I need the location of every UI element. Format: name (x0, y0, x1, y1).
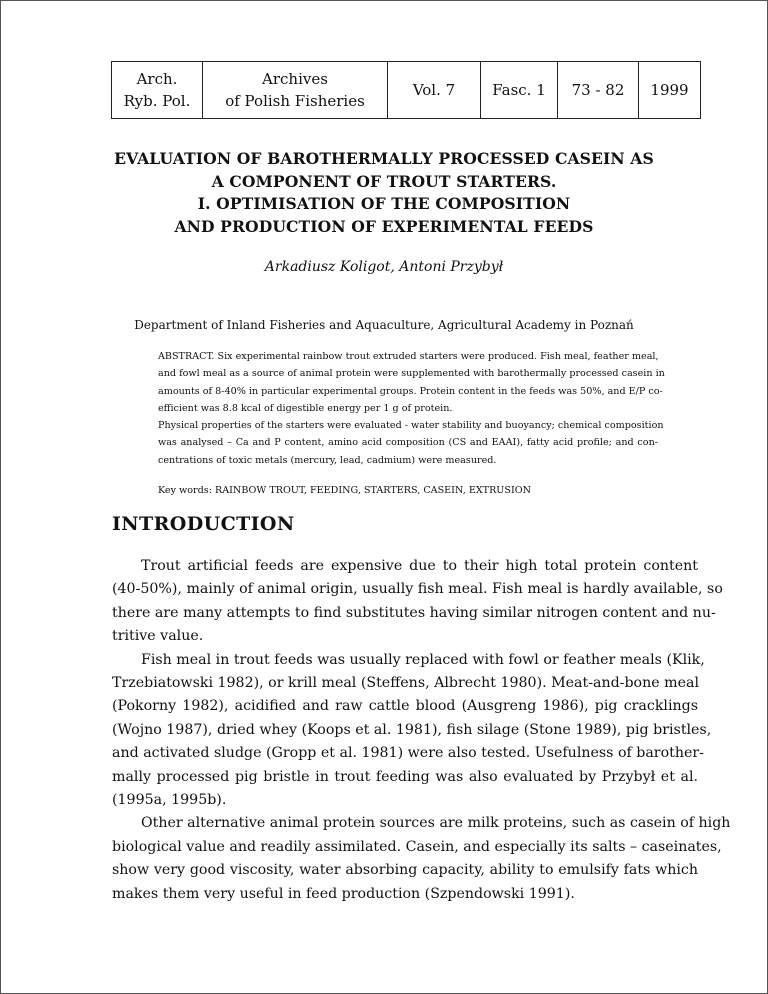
body-line: (40-50%), mainly of animal origin, usually fish meal. Fish meal is hardly available, so (112, 581, 723, 598)
volume-cell: Vol. 7 (388, 62, 481, 118)
journal-name-line1: Archives (262, 70, 328, 88)
body-line: mally processed pig bristle in trout feeding was also evaluated by Przybył et al. (112, 768, 698, 785)
body-line: Trzebiatowski 1982), or krill meal (Steffens, Albrecht 1980). Meat-and-bone meal (112, 675, 699, 692)
abstract-line: Physical properties of the starters were evaluated - water stability and buoyancy; chemical composition (158, 420, 664, 432)
fascicle-cell: Fasc. 1 (481, 62, 558, 118)
body-line: and activated sludge (Gropp et al. 1981) were also tested. Usefulness of barother- (112, 745, 704, 762)
body-line: Other alternative animal protein sources are milk proteins, such as casein of high (141, 815, 731, 832)
title-line: AND PRODUCTION OF EXPERIMENTAL FEEDS (174, 216, 594, 236)
body-line: (Pokorny 1982), acidified and raw cattle blood (Ausgreng 1986), pig cracklings (112, 698, 698, 715)
body-line: (1995a, 1995b). (112, 792, 227, 809)
journal-abbrev-line2: Ryb. Pol. (123, 92, 191, 110)
journal-abbrev-line1: Arch. (136, 70, 178, 88)
authors: Arkadiusz Koligot, Antoni Przybył (264, 259, 504, 275)
journal-abbrev-cell (112, 62, 203, 118)
abstract-line: efficient was 8.8 kcal of digestible energy per 1 g of protein. (158, 402, 453, 414)
body-line: there are many attempts to find substitutes having similar nitrogen content and nu- (112, 604, 716, 621)
abstract-line: ABSTRACT. Six experimental rainbow trout extruded starters were produced. Fish meal, feather meal, (158, 351, 659, 362)
title-line: I. OPTIMISATION OF THE COMPOSITION (197, 194, 571, 213)
pages-cell: 73 - 82 (558, 62, 639, 118)
body-line: tritive value. (112, 628, 204, 645)
year-cell: 1999 (650, 81, 689, 99)
journal-name-cell (203, 62, 388, 118)
abstract-line: amounts of 8-40% in particular experimental groups. Protein content in the feeds was 50%, and E/P co- (158, 385, 663, 397)
body-text (112, 555, 731, 906)
journal-name-line2: of Polish Fisheries (225, 92, 365, 110)
abstract-line: centrations of toxic metals (mercury, lead, cadmium) were measured. (158, 454, 497, 466)
affiliation: Department of Inland Fisheries and Aquaculture, Agricultural Academy in Poznań (134, 318, 634, 332)
body-line: makes them very useful in feed production (Szpendowski 1991). (112, 885, 575, 902)
body-line: Fish meal in trout feeds was usually replaced with fowl or feather meals (Klik, (141, 651, 705, 668)
abstract-line: and fowl meal as a source of animal protein were supplemented with barothermally processed casein in (158, 368, 665, 380)
title-line: EVALUATION OF BAROTHERMALLY PROCESSED CASEIN AS (114, 149, 654, 168)
article-title (90, 148, 678, 238)
body-line: biological value and readily assimilated. Casein, and especially its salts – caseinates, (112, 838, 722, 855)
body-line: (Wojno 1987), dried whey (Koops et al. 1981), fish silage (Stone 1989), pig bristles, (112, 721, 712, 738)
journal-header-table (111, 61, 701, 119)
body-line: show very good viscosity, water absorbing capacity, ability to emulsify fats which (112, 862, 698, 879)
body-line: Trout artificial feeds are expensive due to their high total protein content (141, 558, 698, 574)
section-heading: INTRODUCTION (112, 513, 295, 535)
title-line: A COMPONENT OF TROUT STARTERS. (211, 171, 557, 191)
abstract (158, 348, 665, 469)
abstract-line: was analysed – Ca and P content, amino acid composition (CS and EAAI), fatty acid profile; and con- (158, 437, 658, 449)
keywords: Key words: RAINBOW TROUT, FEEDING, STARTERS, CASEIN, EXTRUSION (158, 485, 531, 496)
